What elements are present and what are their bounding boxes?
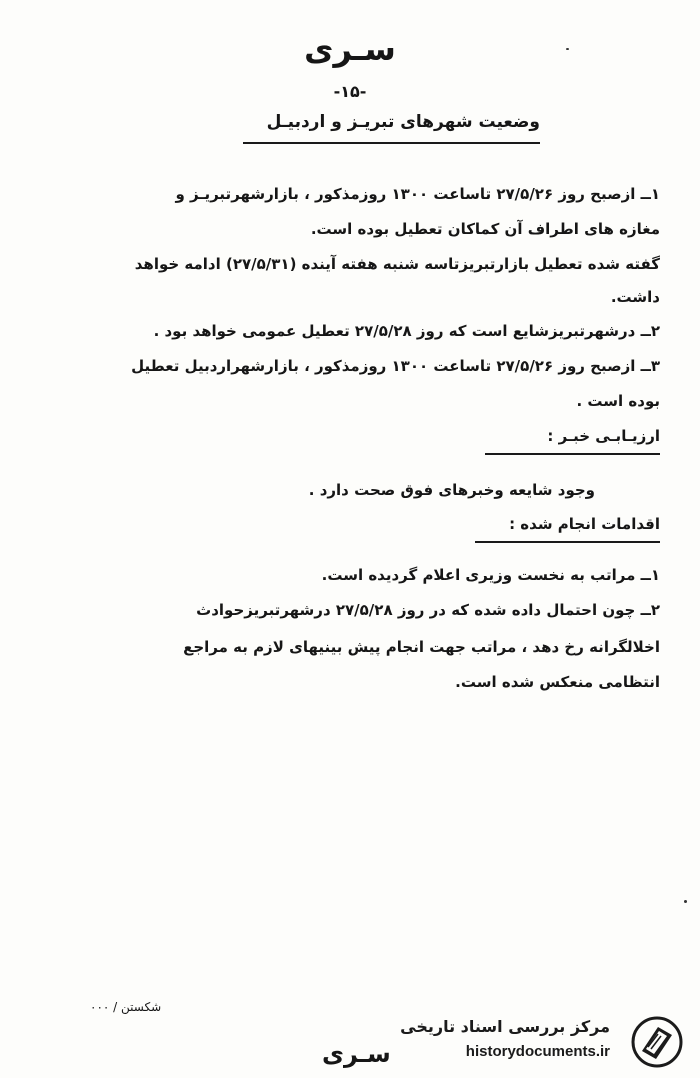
archive-logo-icon [628, 1015, 686, 1069]
page-number: -۱۵- [333, 82, 367, 101]
paragraph-1-line-2: مغازه های اطراف آن کماکان تعطیل بوده است. [310, 220, 660, 238]
actions-heading-underline [475, 541, 660, 543]
evaluation-heading-underline [485, 453, 660, 455]
paragraph-1-line-3: گفته شده تعطیل بازارتبریزتاسه شنبه هفته آینده (۲۷/۵/۳۱) ادامه خواهد [134, 255, 660, 273]
evaluation-text: وجود شایعه وخبرهای فوق صحت دارد . [308, 481, 595, 499]
paper-speck [684, 900, 687, 903]
classification-stamp-top: سـری [304, 30, 396, 68]
watermark-text-en: historydocuments.ir [465, 1043, 610, 1060]
document-title: وضعیت شهرهای تبریـز و اردبیـل [266, 112, 540, 132]
paragraph-1-line-4: داشت. [610, 288, 660, 306]
watermark [400, 1013, 692, 1073]
action-2-line-3: انتظامی منعکس شده است. [455, 673, 660, 691]
watermark-text-fa: مرکز بررسی اسناد تاریخی [400, 1017, 610, 1036]
actions-heading: اقدامات انجام شده : [509, 515, 660, 533]
paragraph-1-line-1: ۱ــ ازصبح روز ۲۷/۵/۲۶ تاساعت ۱۳۰۰ روزمذکور ، بازارشهرتبریـز و [175, 185, 660, 203]
evaluation-heading: ارزیـابـی خبـر : [547, 427, 660, 445]
classification-stamp-bottom: سـری [322, 1040, 391, 1068]
paper-speck [566, 48, 569, 50]
paragraph-3-line-2: بوده است . [576, 392, 660, 410]
action-2-line-2: اخلالگرانه رخ دهد ، مراتب جهت انجام پیش بینیهای لازم به مراجع [183, 638, 660, 656]
paragraph-3-line-1: ۳ــ ازصبح روز ۲۷/۵/۲۶ تاساعت ۱۳۰۰ روزمذکور ، بازارشهراردبیل تعطیل [131, 357, 660, 375]
title-underline [243, 142, 540, 144]
action-1-line-1: ۱ــ مراتب به نخست وزیری اعلام گردیده است. [321, 566, 660, 584]
footnote: شکستن / ۰۰۰ [90, 1000, 162, 1014]
paragraph-2-line-1: ۲ــ درشهرتبریزشایع است که روز ۲۷/۵/۲۸ تعطیل عمومی خواهد بود . [153, 322, 660, 340]
action-2-line-1: ۲ــ چون احتمال داده شده که در روز ۲۷/۵/۲۸ درشهرتبریزحوادث [196, 601, 660, 619]
